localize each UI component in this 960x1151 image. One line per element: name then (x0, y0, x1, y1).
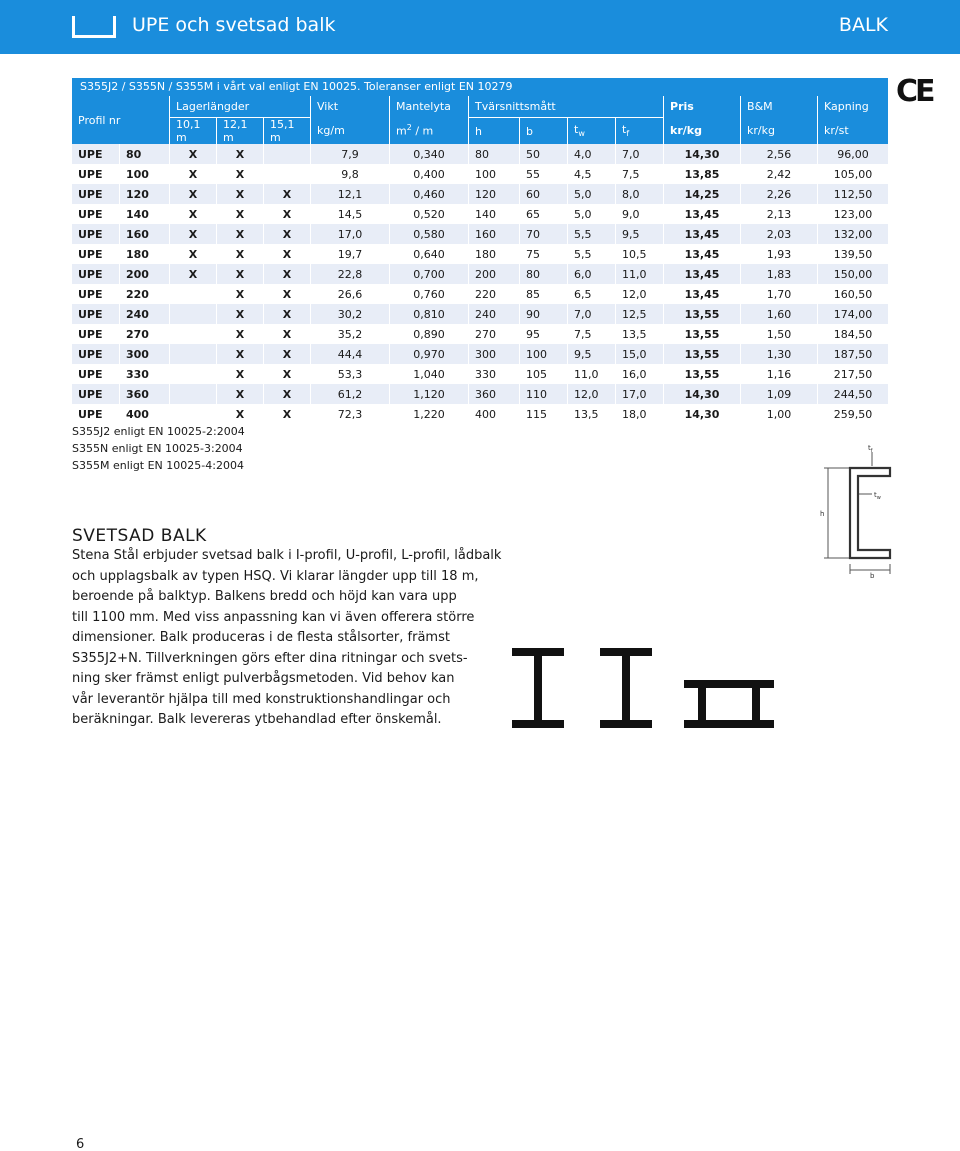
cell-l2: X (216, 364, 263, 384)
cell-surface: 0,400 (389, 164, 468, 184)
diagram-tw-label: $t_w$ (874, 491, 881, 501)
cell-prefix: UPE (72, 344, 119, 364)
cell-nr: 220 (119, 284, 169, 304)
cell-prefix: UPE (72, 364, 119, 384)
cell-l1: X (169, 184, 216, 204)
cell-l1 (169, 364, 216, 384)
col-lengths-group: Lagerlängder (169, 96, 310, 117)
cell-h: 300 (468, 344, 519, 364)
cell-l3: X (263, 364, 310, 384)
cell-tf: 15,0 (615, 344, 663, 364)
cell-b: 85 (519, 284, 567, 304)
table-row (72, 184, 888, 204)
cell-surface: 0,460 (389, 184, 468, 204)
col-cut-unit: kr/st (817, 117, 888, 144)
ce-mark-icon: CE (896, 74, 933, 109)
col-cut: Kapning (817, 96, 888, 117)
cell-cut: 123,00 (817, 204, 888, 224)
cell-bm: 1,83 (740, 264, 817, 284)
i-profile-icon (512, 648, 564, 728)
cell-b: 60 (519, 184, 567, 204)
upe-table (72, 96, 888, 424)
svetsad-title: SVETSAD BALK (72, 526, 207, 546)
cell-cut: 139,50 (817, 244, 888, 264)
cell-prefix: UPE (72, 404, 119, 424)
cell-cut: 96,00 (817, 144, 888, 164)
cell-cut: 184,50 (817, 324, 888, 344)
cell-tf: 10,5 (615, 244, 663, 264)
cell-prefix: UPE (72, 164, 119, 184)
cell-l3: X (263, 284, 310, 304)
cell-prefix: UPE (72, 204, 119, 224)
cell-nr: 360 (119, 384, 169, 404)
col-length-10: 10,1 m (169, 117, 216, 144)
cell-l3: X (263, 344, 310, 364)
cell-price: 13,45 (663, 284, 740, 304)
cell-l3: X (263, 304, 310, 324)
svetsad-line: ning sker främst enligt pulverbågsmetoden. Vid behov kan (72, 671, 455, 686)
cell-weight: 61,2 (310, 384, 389, 404)
table-row (72, 264, 888, 284)
cell-l3: X (263, 244, 310, 264)
cell-tw: 13,5 (567, 404, 615, 424)
cell-tf: 12,0 (615, 284, 663, 304)
cell-cut: 112,50 (817, 184, 888, 204)
cell-bm: 2,42 (740, 164, 817, 184)
cell-cut: 150,00 (817, 264, 888, 284)
cell-h: 180 (468, 244, 519, 264)
cell-weight: 35,2 (310, 324, 389, 344)
col-b: b (519, 117, 567, 144)
cell-prefix: UPE (72, 224, 119, 244)
col-tf: $t_f$ (615, 117, 663, 144)
cell-l2: X (216, 244, 263, 264)
cell-h: 140 (468, 204, 519, 224)
table-row (72, 164, 888, 184)
page-number: 6 (76, 1137, 85, 1151)
cell-b: 70 (519, 224, 567, 244)
cell-bm: 1,09 (740, 384, 817, 404)
cell-h: 80 (468, 144, 519, 164)
cell-nr: 100 (119, 164, 169, 184)
page-header (0, 0, 960, 54)
svetsad-line: S355J2+N. Tillverkningen görs efter dina ritningar och svets- (72, 650, 468, 666)
cell-l2: X (216, 264, 263, 284)
cell-tw: 5,5 (567, 244, 615, 264)
svetsad-line: och upplagsbalk av typen HSQ. Vi klarar längder upp till 18 m, (72, 568, 479, 584)
cell-price: 13,85 (663, 164, 740, 184)
cell-bm: 2,13 (740, 204, 817, 224)
upe-profile-diagram (812, 440, 902, 580)
col-section-group: Tvärsnittsmått (468, 96, 663, 117)
col-weight: Vikt (310, 96, 389, 117)
cell-nr: 140 (119, 204, 169, 224)
upe-table-wrapper (72, 78, 888, 424)
cell-price: 13,45 (663, 244, 740, 264)
cell-price: 14,25 (663, 184, 740, 204)
cell-tw: 6,0 (567, 264, 615, 284)
cell-tw: 5,5 (567, 224, 615, 244)
cell-surface: 0,890 (389, 324, 468, 344)
cell-prefix: UPE (72, 384, 119, 404)
cell-tf: 11,0 (615, 264, 663, 284)
cell-cut: 259,50 (817, 404, 888, 424)
cell-h: 330 (468, 364, 519, 384)
cell-h: 360 (468, 384, 519, 404)
cell-l2: X (216, 224, 263, 244)
cell-l2: X (216, 164, 263, 184)
cell-l1 (169, 404, 216, 424)
svetsad-line: dimensioner. Balk produceras i de flesta stålsorter, främst (72, 630, 450, 645)
cell-weight: 12,1 (310, 184, 389, 204)
cell-bm: 2,56 (740, 144, 817, 164)
cell-price: 14,30 (663, 404, 740, 424)
cell-l1: X (169, 244, 216, 264)
cell-nr: 200 (119, 264, 169, 284)
cell-l3 (263, 144, 310, 164)
cell-price: 14,30 (663, 384, 740, 404)
table-row (72, 304, 888, 324)
cell-price: 13,55 (663, 344, 740, 364)
cell-l1 (169, 384, 216, 404)
cell-tw: 5,0 (567, 184, 615, 204)
cell-bm: 1,60 (740, 304, 817, 324)
cell-prefix: UPE (72, 184, 119, 204)
col-profile: Profil nr (72, 96, 169, 144)
standard-item: S355N enligt EN 10025-3:2004 (72, 442, 243, 455)
cell-l2: X (216, 284, 263, 304)
table-row (72, 364, 888, 384)
cell-b: 55 (519, 164, 567, 184)
cell-l3: X (263, 184, 310, 204)
cell-l3: X (263, 384, 310, 404)
cell-tf: 9,0 (615, 204, 663, 224)
cell-l3 (263, 164, 310, 184)
cell-nr: 120 (119, 184, 169, 204)
cell-l1 (169, 284, 216, 304)
cell-l3: X (263, 204, 310, 224)
cell-surface: 1,040 (389, 364, 468, 384)
cell-l1: X (169, 224, 216, 244)
cell-h: 200 (468, 264, 519, 284)
cell-surface: 0,640 (389, 244, 468, 264)
cell-weight: 19,7 (310, 244, 389, 264)
cell-price: 13,55 (663, 324, 740, 344)
box-profile-icon (684, 680, 774, 728)
cell-surface: 0,580 (389, 224, 468, 244)
svetsad-line: Stena Stål erbjuder svetsad balk i I-profil, U-profil, L-profil, lådbalk (72, 548, 502, 563)
col-price-unit: kr/kg (663, 117, 740, 144)
cell-price: 13,45 (663, 224, 740, 244)
cell-weight: 17,0 (310, 224, 389, 244)
cell-nr: 160 (119, 224, 169, 244)
cell-cut: 160,50 (817, 284, 888, 304)
cell-tw: 11,0 (567, 364, 615, 384)
cell-b: 80 (519, 264, 567, 284)
cell-prefix: UPE (72, 244, 119, 264)
svetsad-line: vår leverantör hjälpa till med konstruktionshandlingar och (72, 691, 451, 707)
table-header (72, 96, 888, 144)
cell-tf: 12,5 (615, 304, 663, 324)
cell-prefix: UPE (72, 324, 119, 344)
i-profile-icon (600, 648, 652, 728)
standard-item: S355M enligt EN 10025-4:2004 (72, 459, 244, 472)
cell-tw: 7,0 (567, 304, 615, 324)
svetsad-line: beroende på balktyp. Balkens bredd och höjd kan vara upp (72, 589, 457, 604)
cell-b: 115 (519, 404, 567, 424)
cell-l3: X (263, 404, 310, 424)
cell-prefix: UPE (72, 284, 119, 304)
cell-l2: X (216, 144, 263, 164)
svetsad-line: till 1100 mm. Med viss anpassning kan vi även offerera större (72, 609, 475, 625)
cell-l2: X (216, 324, 263, 344)
cell-h: 100 (468, 164, 519, 184)
cell-weight: 44,4 (310, 344, 389, 364)
cell-l2: X (216, 404, 263, 424)
svetsad-text (72, 546, 502, 731)
table-row (72, 224, 888, 244)
cell-b: 95 (519, 324, 567, 344)
cell-cut: 174,00 (817, 304, 888, 324)
cell-price: 13,55 (663, 304, 740, 324)
table-body (72, 144, 888, 424)
col-weight-unit: kg/m (310, 117, 389, 144)
cell-b: 50 (519, 144, 567, 164)
cell-surface: 0,700 (389, 264, 468, 284)
cell-l2: X (216, 384, 263, 404)
cell-l1: X (169, 144, 216, 164)
cell-nr: 330 (119, 364, 169, 384)
cell-h: 160 (468, 224, 519, 244)
cell-l2: X (216, 304, 263, 324)
col-surface: Mantelyta (389, 96, 468, 117)
cell-tf: 7,0 (615, 144, 663, 164)
cell-cut: 244,50 (817, 384, 888, 404)
standard-item: S355J2 enligt EN 10025-2:2004 (72, 425, 245, 438)
cell-b: 65 (519, 204, 567, 224)
table-row (72, 244, 888, 264)
cell-cut: 187,50 (817, 344, 888, 364)
cell-tw: 7,5 (567, 324, 615, 344)
cell-l1: X (169, 264, 216, 284)
page-title: UPE och svetsad balk (132, 14, 336, 36)
table-row (72, 284, 888, 304)
cell-l1: X (169, 164, 216, 184)
diagram-h-label: h (820, 510, 825, 518)
svetsad-line: beräkningar. Balk levereras ytbehandlad efter önskemål. (72, 712, 442, 727)
cell-b: 105 (519, 364, 567, 384)
cell-tf: 17,0 (615, 384, 663, 404)
cell-nr: 300 (119, 344, 169, 364)
cell-surface: 0,970 (389, 344, 468, 364)
cell-prefix: UPE (72, 264, 119, 284)
cell-weight: 53,3 (310, 364, 389, 384)
cell-surface: 0,810 (389, 304, 468, 324)
cell-tw: 6,5 (567, 284, 615, 304)
cell-l1: X (169, 204, 216, 224)
table-row (72, 324, 888, 344)
cell-prefix: UPE (72, 304, 119, 324)
cell-weight: 14,5 (310, 204, 389, 224)
cell-bm: 2,26 (740, 184, 817, 204)
table-note: S355J2 / S355N / S355M i vårt val enligt EN 10025. Toleranser enligt EN 10279 (72, 78, 888, 96)
table-row (72, 344, 888, 364)
cell-tw: 9,5 (567, 344, 615, 364)
cell-b: 90 (519, 304, 567, 324)
col-bm-unit: kr/kg (740, 117, 817, 144)
cell-l1 (169, 324, 216, 344)
cell-nr: 180 (119, 244, 169, 264)
cell-tf: 16,0 (615, 364, 663, 384)
cell-weight: 26,6 (310, 284, 389, 304)
cell-l1 (169, 304, 216, 324)
col-h: h (468, 117, 519, 144)
cell-bm: 2,03 (740, 224, 817, 244)
col-tw: $t_w$ (567, 117, 615, 144)
cell-cut: 105,00 (817, 164, 888, 184)
cell-weight: 22,8 (310, 264, 389, 284)
table-row (72, 144, 888, 164)
cell-h: 240 (468, 304, 519, 324)
cell-bm: 1,16 (740, 364, 817, 384)
cell-tw: 4,5 (567, 164, 615, 184)
cell-h: 270 (468, 324, 519, 344)
upe-profile-shape (850, 468, 890, 558)
cell-weight: 7,9 (310, 144, 389, 164)
cell-tf: 7,5 (615, 164, 663, 184)
cell-l3: X (263, 224, 310, 244)
cell-b: 100 (519, 344, 567, 364)
cell-prefix: UPE (72, 144, 119, 164)
cell-l1 (169, 344, 216, 364)
diagram-b-label: b (870, 572, 875, 580)
cell-h: 400 (468, 404, 519, 424)
cell-surface: 1,220 (389, 404, 468, 424)
table-row (72, 404, 888, 424)
cell-tw: 4,0 (567, 144, 615, 164)
cell-l2: X (216, 184, 263, 204)
cell-nr: 80 (119, 144, 169, 164)
cell-price: 14,30 (663, 144, 740, 164)
cell-h: 220 (468, 284, 519, 304)
cell-l3: X (263, 264, 310, 284)
cell-tf: 9,5 (615, 224, 663, 244)
cell-cut: 132,00 (817, 224, 888, 244)
section-title: BALK (838, 14, 888, 36)
table-row (72, 384, 888, 404)
cell-weight: 72,3 (310, 404, 389, 424)
cell-nr: 270 (119, 324, 169, 344)
col-length-12: 12,1 m (216, 117, 263, 144)
cell-l2: X (216, 344, 263, 364)
standards-list (72, 423, 245, 474)
cell-cut: 217,50 (817, 364, 888, 384)
cell-h: 120 (468, 184, 519, 204)
cell-price: 13,45 (663, 264, 740, 284)
cell-bm: 1,70 (740, 284, 817, 304)
cell-surface: 1,120 (389, 384, 468, 404)
cell-bm: 1,50 (740, 324, 817, 344)
welded-profiles-illustration (512, 648, 782, 728)
cell-surface: 0,520 (389, 204, 468, 224)
cell-tf: 8,0 (615, 184, 663, 204)
brand-logo-icon (72, 16, 116, 38)
col-price: Pris (663, 96, 740, 117)
cell-price: 13,45 (663, 204, 740, 224)
cell-b: 75 (519, 244, 567, 264)
cell-nr: 240 (119, 304, 169, 324)
cell-tf: 18,0 (615, 404, 663, 424)
col-surface-unit: $m^2$ / m (389, 117, 468, 144)
cell-surface: 0,760 (389, 284, 468, 304)
cell-bm: 1,93 (740, 244, 817, 264)
cell-tf: 13,5 (615, 324, 663, 344)
table-row (72, 204, 888, 224)
cell-price: 13,55 (663, 364, 740, 384)
col-length-15: 15,1 m (263, 117, 310, 144)
diagram-tf-label: $t_f$ (868, 444, 873, 454)
cell-weight: 30,2 (310, 304, 389, 324)
cell-tw: 5,0 (567, 204, 615, 224)
cell-nr: 400 (119, 404, 169, 424)
cell-weight: 9,8 (310, 164, 389, 184)
col-bm: B&M (740, 96, 817, 117)
cell-bm: 1,30 (740, 344, 817, 364)
cell-bm: 1,00 (740, 404, 817, 424)
cell-l2: X (216, 204, 263, 224)
cell-l3: X (263, 324, 310, 344)
cell-b: 110 (519, 384, 567, 404)
cell-surface: 0,340 (389, 144, 468, 164)
cell-tw: 12,0 (567, 384, 615, 404)
